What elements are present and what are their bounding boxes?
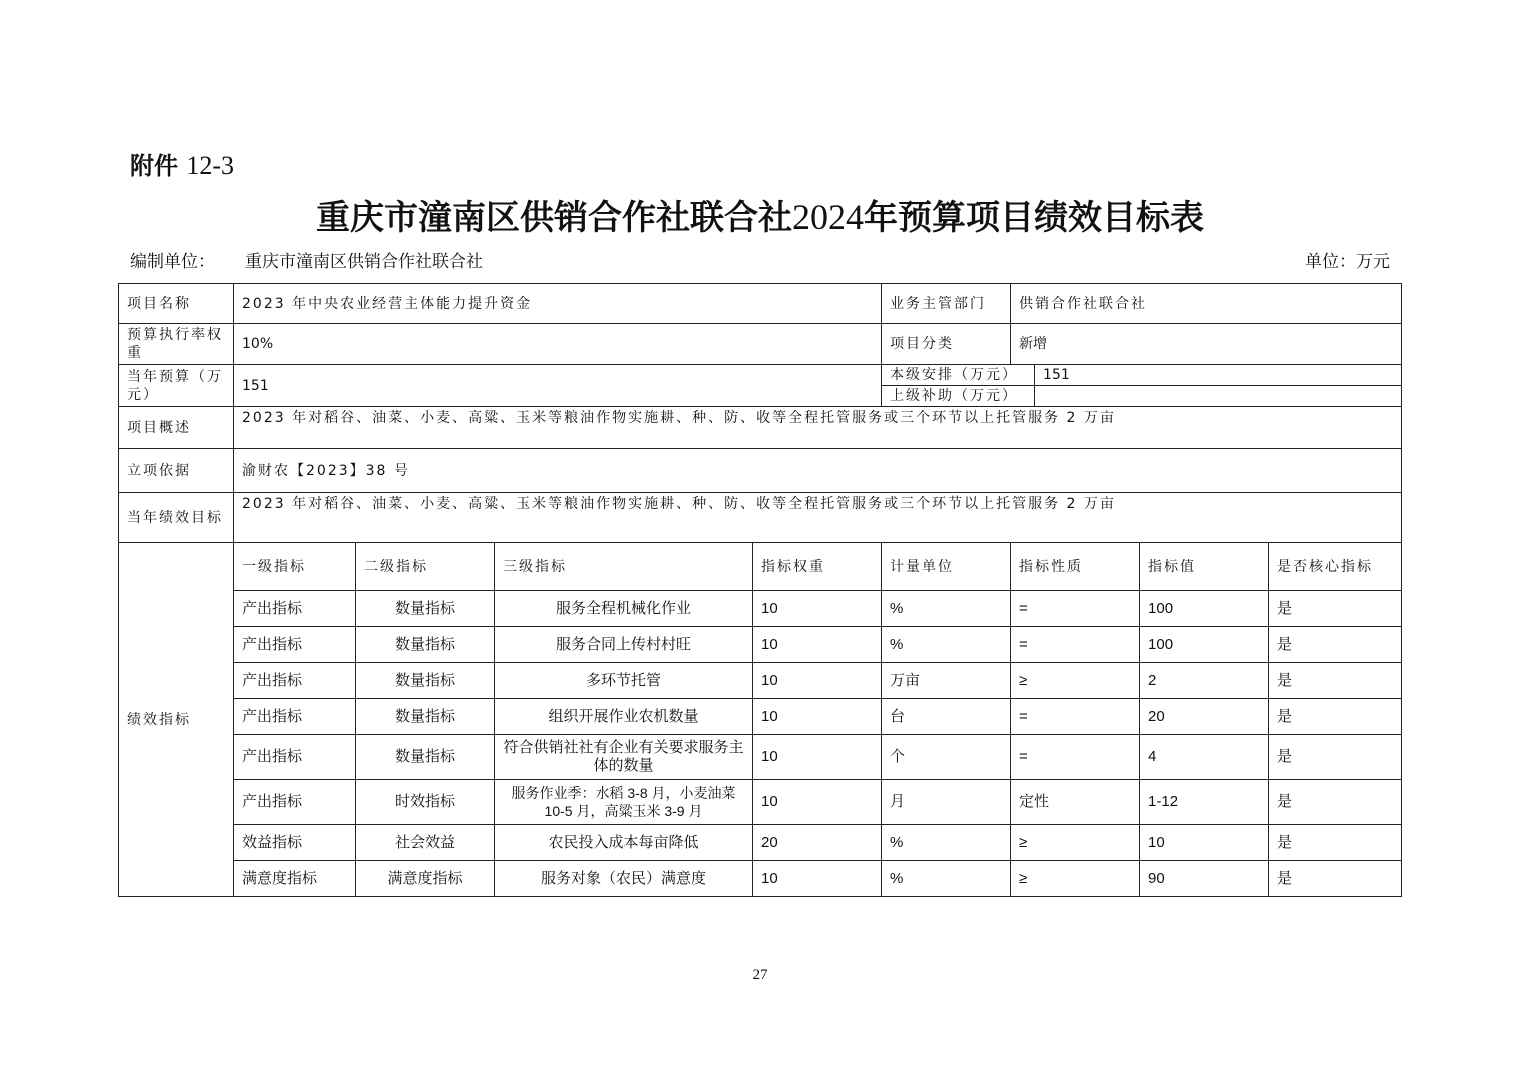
- level3-cell: 服务全程机械化作业: [495, 591, 753, 627]
- dept-label: 业务主管部门: [882, 284, 1011, 324]
- header-level1: 一级指标: [234, 543, 356, 591]
- title-prefix: 重庆市潼南区供销合作社联合社: [316, 198, 792, 238]
- value-cell: 100: [1140, 591, 1269, 627]
- indicators-section-label: 绩效指标: [119, 543, 234, 897]
- core-cell: 是: [1269, 699, 1402, 735]
- level1-cell: 效益指标: [234, 825, 356, 861]
- unit-cell: %: [882, 627, 1011, 663]
- level2-cell: 社会效益: [356, 825, 495, 861]
- core-cell: 是: [1269, 663, 1402, 699]
- overview-row: [119, 407, 1402, 449]
- table-row: [119, 663, 1402, 699]
- weight-cell: 10: [753, 591, 882, 627]
- title-year: 2024: [792, 197, 864, 237]
- header-level3: 三级指标: [495, 543, 753, 591]
- nature-cell: ≥: [1011, 663, 1140, 699]
- level2-cell: 数量指标: [356, 591, 495, 627]
- unit-cell: %: [882, 825, 1011, 861]
- value-cell: 2: [1140, 663, 1269, 699]
- level1-cell: 产出指标: [234, 663, 356, 699]
- local-label: 本级安排（万元）: [882, 365, 1035, 386]
- weight-cell: 10: [753, 780, 882, 825]
- weight-cell: 10: [753, 699, 882, 735]
- level3-cell: 服务对象（农民）满意度: [495, 861, 753, 897]
- unit-cell: %: [882, 861, 1011, 897]
- level1-cell: 产出指标: [234, 627, 356, 663]
- value-cell: 4: [1140, 735, 1269, 780]
- header-unit: 计量单位: [882, 543, 1011, 591]
- project-name-value: 2023 年中央农业经营主体能力提升资金: [234, 284, 882, 324]
- page-title: [0, 190, 1520, 239]
- level2-cell: 数量指标: [356, 735, 495, 780]
- category-label: 项目分类: [882, 324, 1011, 365]
- weight-value: 10%: [234, 324, 882, 365]
- core-cell: 是: [1269, 861, 1402, 897]
- level2-cell: 数量指标: [356, 699, 495, 735]
- weight-cell: 10: [753, 735, 882, 780]
- level2-cell: 时效指标: [356, 780, 495, 825]
- nature-cell: =: [1011, 699, 1140, 735]
- level1-cell: 产出指标: [234, 699, 356, 735]
- unit-cell: 月: [882, 780, 1011, 825]
- table-row: [119, 591, 1402, 627]
- value-cell: 20: [1140, 699, 1269, 735]
- category-value: 新增: [1011, 324, 1402, 365]
- performance-table: [118, 283, 1402, 897]
- table-row: [119, 627, 1402, 663]
- subsidy-label: 上级补助（万元）: [882, 386, 1035, 407]
- compiler-label: 编制单位：: [130, 252, 215, 272]
- table-row: [119, 861, 1402, 897]
- basis-label: 立项依据: [119, 449, 234, 493]
- local-row: [882, 365, 1401, 386]
- dept-value: 供销合作社联合社: [1011, 284, 1402, 324]
- nature-cell: =: [1011, 591, 1140, 627]
- unit-cell: 个: [882, 735, 1011, 780]
- attachment-label: [130, 146, 234, 181]
- level2-cell: 满意度指标: [356, 861, 495, 897]
- level3-cell: 符合供销社社有企业有关要求服务主体的数量: [495, 735, 753, 780]
- indicator-header-row: [119, 543, 1402, 591]
- header-level2: 二级指标: [356, 543, 495, 591]
- unit-cell: %: [882, 591, 1011, 627]
- basis-value: 渝财农【2023】38 号: [234, 449, 1402, 493]
- level1-cell: 产出指标: [234, 591, 356, 627]
- goal-label: 当年绩效目标: [119, 493, 234, 543]
- nature-cell: =: [1011, 735, 1140, 780]
- core-cell: 是: [1269, 735, 1402, 780]
- level3-cell: 服务合同上传村村旺: [495, 627, 753, 663]
- unit-info: 单位：万元: [1305, 252, 1390, 272]
- level1-cell: 产出指标: [234, 735, 356, 780]
- table-row: [119, 699, 1402, 735]
- budget-label: 当年预算（万元）: [119, 365, 234, 407]
- unit-cell: 台: [882, 699, 1011, 735]
- page-number: 27: [752, 967, 768, 983]
- value-cell: 10: [1140, 825, 1269, 861]
- project-name-label: 项目名称: [119, 284, 234, 324]
- subsidy-value: [1035, 386, 1402, 407]
- level3-cell: 多环节托管: [495, 663, 753, 699]
- level3-cell: 服务作业季：水稻 3-8 月，小麦油菜 10-5 月，高粱玉米 3-9 月: [495, 780, 753, 825]
- nature-cell: 定性: [1011, 780, 1140, 825]
- weight-cell: 20: [753, 825, 882, 861]
- weight-cell: 10: [753, 861, 882, 897]
- weight-cell: 10: [753, 627, 882, 663]
- level2-cell: 数量指标: [356, 663, 495, 699]
- level2-cell: 数量指标: [356, 627, 495, 663]
- core-cell: 是: [1269, 825, 1402, 861]
- nature-cell: ≥: [1011, 825, 1140, 861]
- core-cell: 是: [1269, 627, 1402, 663]
- table-row: [119, 780, 1402, 825]
- nature-cell: ≥: [1011, 861, 1140, 897]
- value-cell: 1-12: [1140, 780, 1269, 825]
- project-name-row: [119, 284, 1402, 324]
- overview-value: 2023 年对稻谷、油菜、小麦、高粱、玉米等粮油作物实施耕、种、防、收等全程托管服务或三个环节以上托管服务 2 万亩: [234, 407, 1402, 449]
- budget-breakdown: [882, 365, 1402, 407]
- attachment-number: 12-3: [186, 151, 235, 180]
- level3-cell: 农民投入成本每亩降低: [495, 825, 753, 861]
- budget-breakdown-table: [882, 365, 1401, 406]
- level3-cell: 组织开展作业农机数量: [495, 699, 753, 735]
- core-cell: 是: [1269, 591, 1402, 627]
- table-row: [119, 825, 1402, 861]
- weight-row: [119, 324, 1402, 365]
- table-row: [119, 735, 1402, 780]
- weight-cell: 10: [753, 663, 882, 699]
- unit-cell: 万亩: [882, 663, 1011, 699]
- value-cell: 90: [1140, 861, 1269, 897]
- overview-label: 项目概述: [119, 407, 234, 449]
- header-weight: 指标权重: [753, 543, 882, 591]
- core-cell: 是: [1269, 780, 1402, 825]
- subsidy-row: [882, 386, 1401, 407]
- attachment-text: 附件: [130, 152, 178, 180]
- level1-cell: 产出指标: [234, 780, 356, 825]
- header-value: 指标值: [1140, 543, 1269, 591]
- header-core: 是否核心指标: [1269, 543, 1402, 591]
- weight-label: 预算执行率权重: [119, 324, 234, 365]
- nature-cell: =: [1011, 627, 1140, 663]
- header-nature: 指标性质: [1011, 543, 1140, 591]
- title-suffix: 年预算项目绩效目标表: [864, 198, 1204, 238]
- goal-row: [119, 493, 1402, 543]
- compiler-info: [130, 247, 483, 272]
- value-cell: 100: [1140, 627, 1269, 663]
- goal-value: 2023 年对稻谷、油菜、小麦、高粱、玉米等粮油作物实施耕、种、防、收等全程托管服务或三个环节以上托管服务 2 万亩: [234, 493, 1402, 543]
- basis-row: [119, 449, 1402, 493]
- budget-row: [119, 365, 1402, 407]
- local-value: 151: [1035, 365, 1402, 386]
- compiler-value: 重庆市潼南区供销合作社联合社: [245, 252, 483, 272]
- budget-value: 151: [234, 365, 882, 407]
- level1-cell: 满意度指标: [234, 861, 356, 897]
